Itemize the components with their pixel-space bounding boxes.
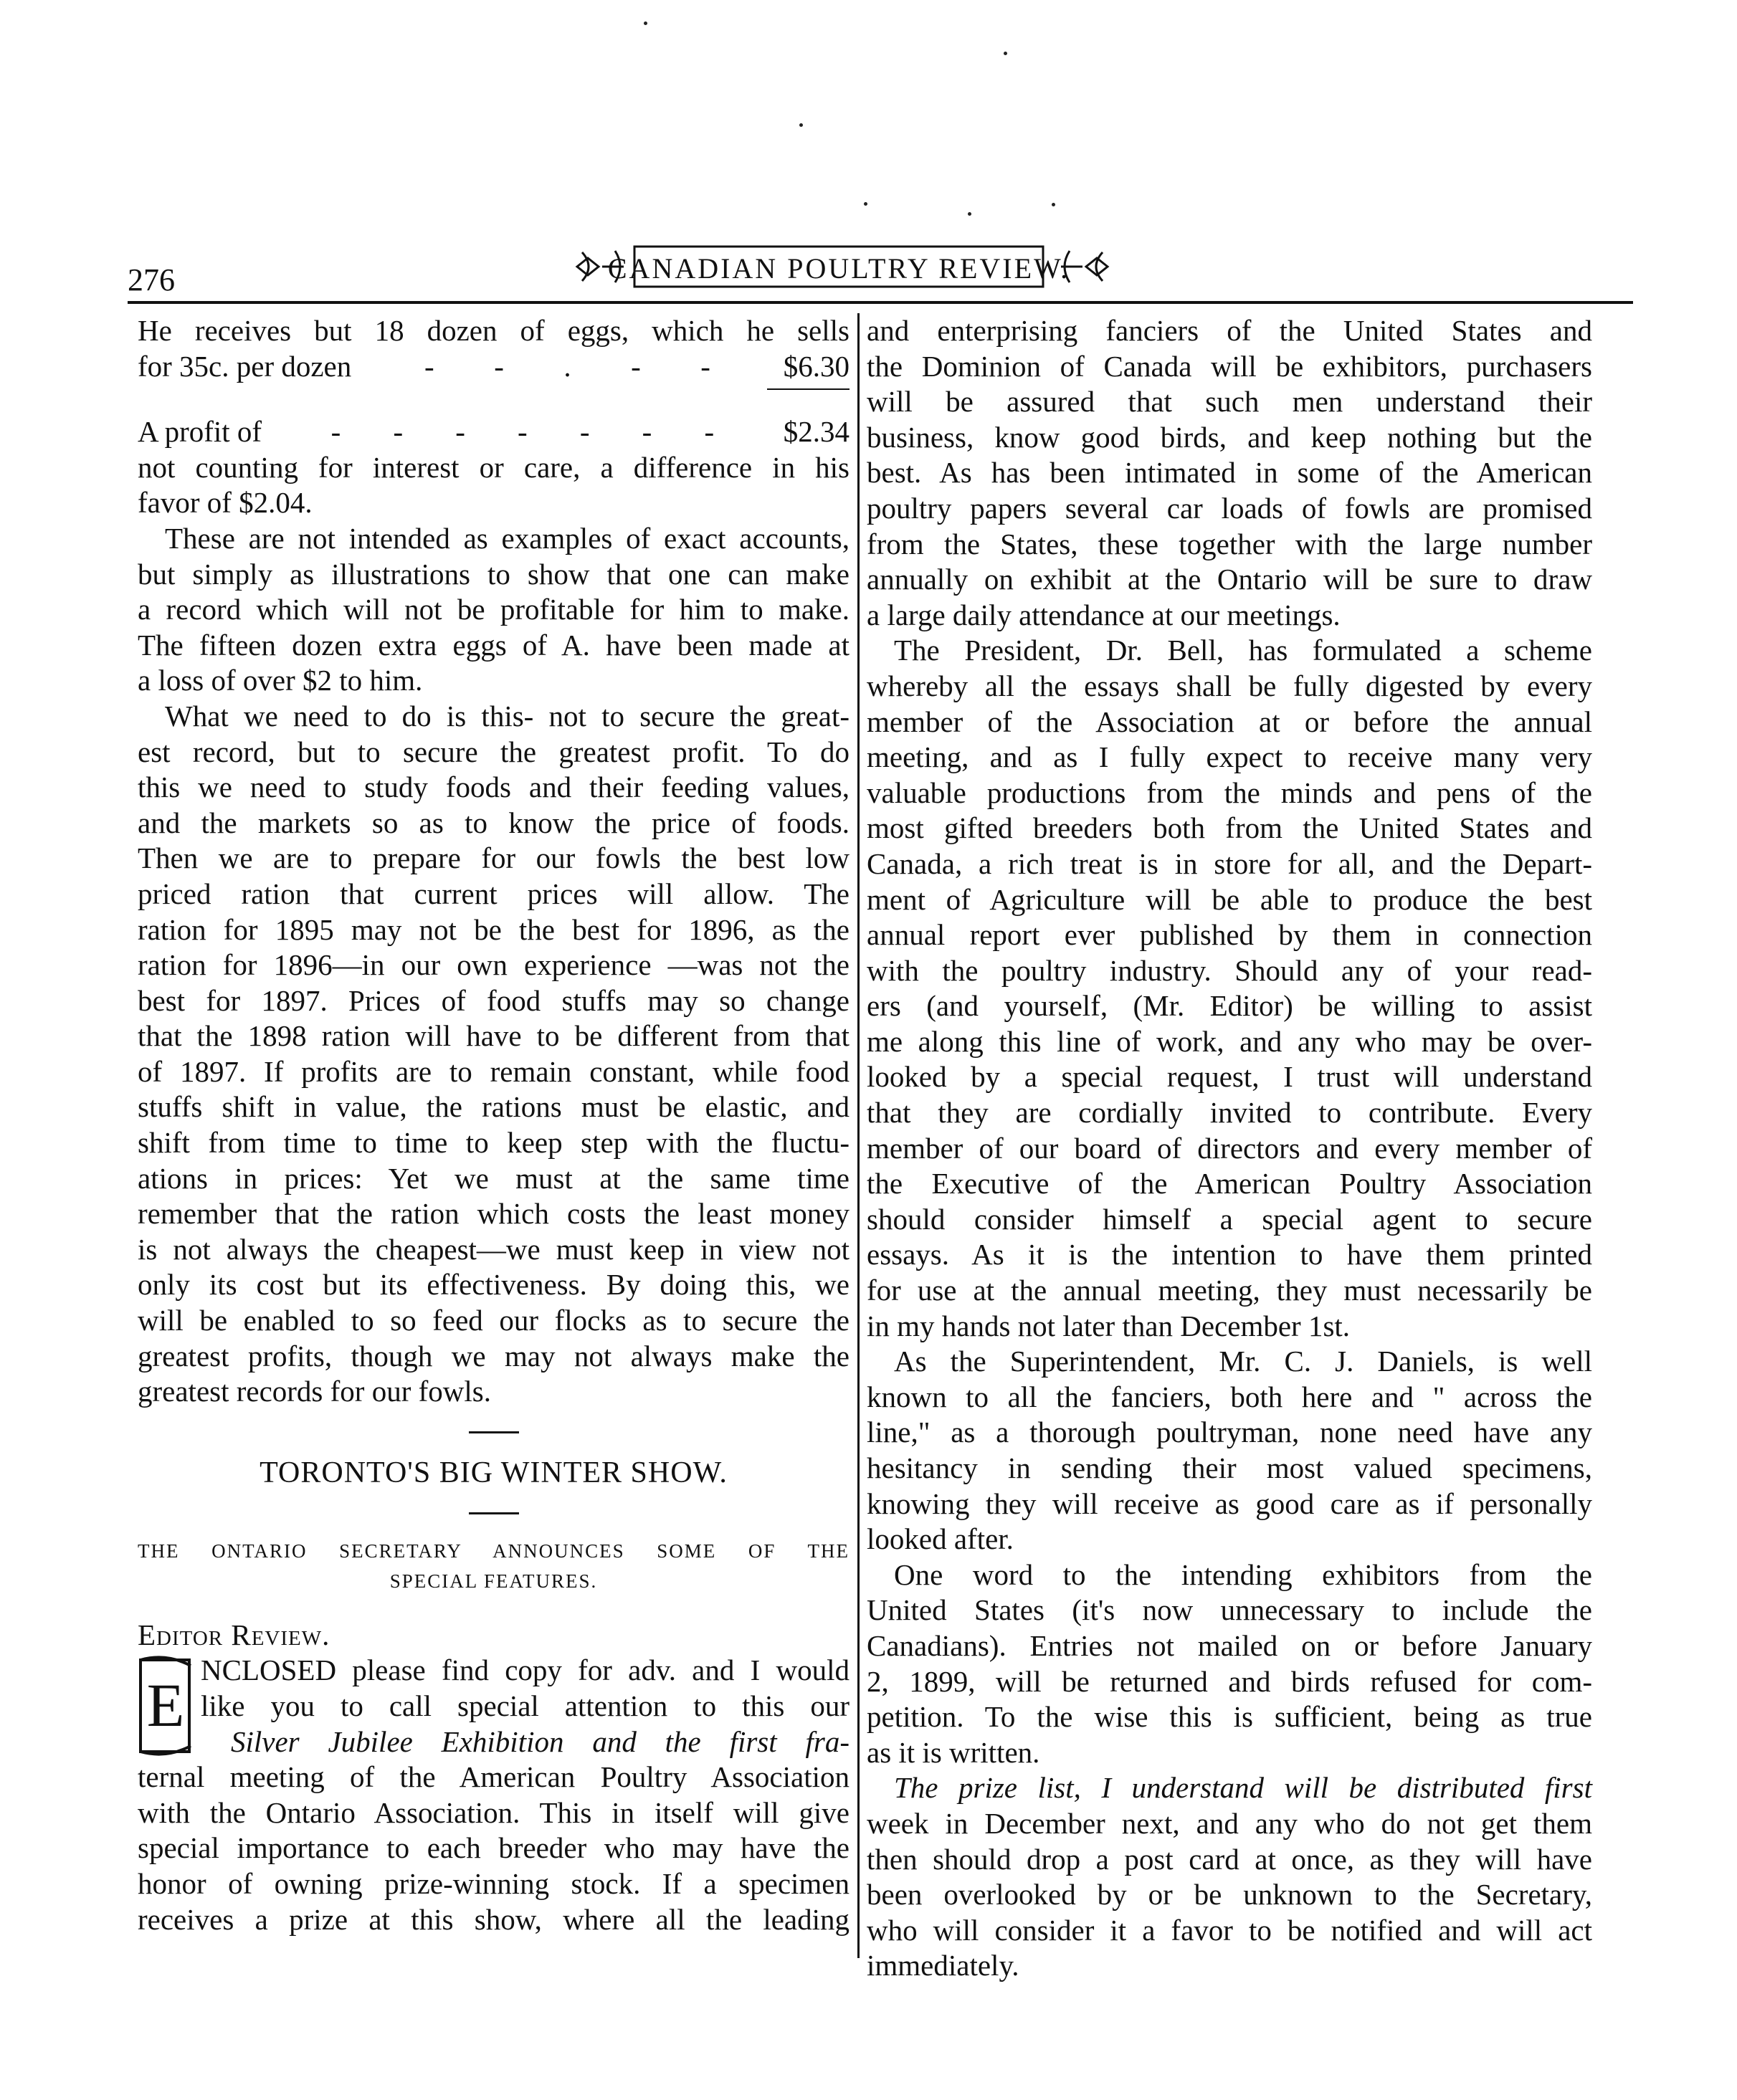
- subtitle-line: THE ONTARIO SECRETARY ANNOUNCES SOME OF THE: [138, 1540, 850, 1562]
- dropcap-ornament: [138, 1656, 194, 1756]
- text-line: best for 1897. Prices of food stuffs may so change: [138, 983, 850, 1017]
- paragraph: [867, 1557, 1592, 1771]
- text-line: honor of owning prize-winning stock. If a specimen: [138, 1866, 850, 1900]
- text-line: member of our board of directors and every member of: [867, 1131, 1592, 1165]
- letter-opening: [138, 1653, 850, 1937]
- text-line: member of the Association at or before the annual: [867, 705, 1592, 738]
- text-line: is not always the cheapest—we must keep in view not: [138, 1232, 850, 1266]
- text-line: the Dominion of Canada will be exhibitors, purchasers: [867, 349, 1592, 383]
- text-line: stuffs shift in value, the rations must be elastic, and: [138, 1090, 850, 1124]
- page-number: 276: [128, 262, 175, 297]
- profit-amount: $2.34: [783, 415, 850, 449]
- text-fragment: I understand will be distributed first: [1101, 1771, 1592, 1805]
- text-line: ment of Agriculture will be able to produce the best: [867, 882, 1592, 916]
- text-line: 2, 1899, will be returned and birds refused for com-: [867, 1664, 1592, 1698]
- text-line: petition. To the wise this is sufficient, being as true: [867, 1700, 1592, 1734]
- text-line: most gifted breeders both from the United States and: [867, 811, 1592, 845]
- text-line: meeting, and as I fully expect to receive many very: [867, 740, 1592, 774]
- text-line: like you to call special attention to this our: [201, 1689, 850, 1722]
- text-line: been overlooked by or be unknown to the Secretary,: [867, 1878, 1592, 1912]
- text-line: The President, Dr. Bell, has formulated a scheme: [894, 634, 1592, 667]
- dropcap-letter: E: [146, 1671, 185, 1740]
- profit-label: A profit of: [138, 415, 262, 449]
- section-title: TORONTO'S BIG WINTER SHOW.: [260, 1456, 728, 1489]
- text-line: hesitancy in sending their most valued specimens,: [867, 1451, 1592, 1484]
- account-label: for 35c. per dozen: [138, 349, 352, 383]
- print-speck: [864, 202, 867, 206]
- text-line: immediately.: [867, 1949, 1019, 1982]
- print-speck: [1052, 203, 1055, 206]
- text-line: ations in prices: Yet we must at the same time: [138, 1161, 850, 1195]
- text-line: then should drop a post card at once, as they will have: [867, 1842, 1592, 1876]
- text-line: ration for 1895 may not be the best for 1896, as the: [138, 912, 850, 946]
- paragraph: [138, 699, 850, 1410]
- print-speck: [799, 123, 803, 127]
- text-line: ers (and yourself, (Mr. Editor) be willing to assist: [867, 989, 1592, 1023]
- masthead-title: CANADIAN POULTRY REVIEW.: [607, 252, 1070, 285]
- text-line: but simply as illustrations to show that one can make: [138, 557, 850, 591]
- text-line: known to all the fanciers, both here and " across the: [867, 1380, 1592, 1413]
- text-line: looked after.: [867, 1522, 1014, 1556]
- text-line: Canadians). Entries not mailed on or before January: [867, 1628, 1592, 1662]
- text-line: Silver Jubilee Exhibition and the first fra-: [231, 1724, 850, 1758]
- text-line: the Executive of the American Poultry Association: [867, 1167, 1592, 1201]
- leader-dashes: - - . - -: [424, 349, 710, 383]
- header-rule: [128, 301, 1633, 304]
- subtitle-line: SPECIAL FEATURES.: [389, 1570, 598, 1592]
- text-line: whereby all the essays shall be fully digested by every: [867, 669, 1592, 702]
- account-amount: $6.30: [783, 349, 850, 383]
- print-speck: [968, 212, 971, 216]
- text-line: should consider himself a special agent to secure: [867, 1202, 1592, 1236]
- text-line: and enterprising fanciers of the United States and: [867, 314, 1592, 347]
- text-line: NCLOSED please find copy for adv. and I would: [201, 1653, 850, 1687]
- masthead: [574, 238, 1111, 295]
- text-line: from the States, these together with the large number: [867, 527, 1592, 560]
- left-column: [138, 313, 850, 1937]
- masthead-right-ornament: [1061, 251, 1108, 282]
- section-separator: [469, 1431, 519, 1433]
- text-line: me along this line of work, and any who may be over-: [867, 1024, 1592, 1058]
- text-line: that the 1898 ration will have to be different from that: [138, 1019, 850, 1053]
- text-line: annual report ever published by them in connection: [867, 918, 1592, 952]
- text-line: looked by a special request, I trust will understand: [867, 1060, 1592, 1094]
- text-line: best. As has been intimated in some of the American: [867, 456, 1592, 490]
- text-line: only its cost but its effectiveness. By doing this, we: [138, 1268, 850, 1302]
- text-line: He receives but 18 dozen of eggs, which he sells: [138, 314, 850, 347]
- print-speck: [644, 22, 647, 25]
- text-line: with the Ontario Association. This in itself will give: [138, 1795, 850, 1829]
- text-line: receives a prize at this show, where all the leading: [138, 1902, 850, 1936]
- text-line: ternal meeting of the American Poultry Association: [138, 1760, 850, 1794]
- text-line: knowing they will receive as good care as if personally: [867, 1486, 1592, 1520]
- paragraph: [138, 521, 850, 699]
- account-row: [138, 349, 850, 385]
- text-line: United States (it's now unnecessary to include the: [867, 1593, 1592, 1627]
- text-line: with the poultry industry. Should any of your read-: [867, 953, 1592, 987]
- text-line: for use at the annual meeting, they must necessarily be: [867, 1274, 1592, 1307]
- right-column: [867, 313, 1592, 1984]
- text-line: and the markets so as to know the price of foods.: [138, 806, 850, 839]
- column-divider: [857, 313, 860, 1958]
- text-line: One word to the intending exhibitors from the: [894, 1557, 1592, 1591]
- leader-dashes: - - - - - - -: [330, 415, 715, 449]
- text-line: in my hands not later than December 1st.: [867, 1309, 1351, 1342]
- text-line: ration for 1896—in our own experience —was not the: [138, 948, 850, 982]
- text-line: remember that the ration which costs the least money: [138, 1197, 850, 1231]
- text-line: shift from time to time to keep step with the fluctu-: [138, 1126, 850, 1160]
- text-line: a record which will not be profitable for him to make.: [138, 593, 850, 626]
- text-line: week in December next, and any who do not get them: [867, 1806, 1592, 1840]
- text-line: of 1897. If profits are to remain constant, while food: [138, 1054, 850, 1088]
- text-line: What we need to do is this- not to secure the great-: [165, 699, 850, 732]
- text-fragment: The prize list,: [894, 1771, 1081, 1805]
- text-line: favor of $2.04.: [138, 486, 313, 520]
- text-line: not counting for interest or care, a difference in his: [138, 450, 850, 484]
- section-subtitle: [138, 1536, 850, 1596]
- section-separator: [469, 1512, 519, 1514]
- text-line: this we need to study foods and their feeding values,: [138, 770, 850, 804]
- text-line: The fifteen dozen extra eggs of A. have been made at: [138, 628, 850, 662]
- text-line: business, know good birds, and keep nothing but the: [867, 420, 1592, 454]
- sum-rule: [767, 388, 850, 390]
- text-line: will be assured that such men understand their: [867, 385, 1592, 419]
- text-line: special importance to each breeder who may have the: [138, 1831, 850, 1865]
- text-line: valuable productions from the minds and pens of the: [867, 775, 1592, 809]
- text-line: line," as a thorough poultryman, none need have any: [867, 1416, 1592, 1449]
- text-line: a loss of over $2 to him.: [138, 664, 423, 697]
- text-line: Canada, a rich treat is in store for all, and the Depart-: [867, 846, 1592, 880]
- text-line: a large daily attendance at our meetings.: [867, 598, 1341, 631]
- text-line: These are not intended as examples of exact accounts,: [165, 521, 850, 555]
- text-line: [867, 1770, 1592, 1806]
- paragraph: [867, 313, 1592, 633]
- paragraph: [867, 1344, 1592, 1557]
- paragraph: [867, 633, 1592, 1344]
- text-line: annually on exhibit at the Ontario will be sure to draw: [867, 563, 1592, 596]
- print-speck: [1004, 52, 1007, 55]
- text-line: essays. As it is the intention to have them printed: [867, 1238, 1592, 1271]
- text-line: poultry papers several car loads of fowls are promised: [867, 491, 1592, 525]
- text-line: who will consider it a favor to be notified and will act: [867, 1913, 1592, 1947]
- text-line: will be enabled to so feed our flocks as to secure the: [138, 1304, 850, 1337]
- text-line: greatest profits, though we may not always make the: [138, 1339, 850, 1373]
- profit-row: [138, 414, 850, 450]
- salutation: Editor Review.: [138, 1618, 330, 1651]
- text-line: As the Superintendent, Mr. C. J. Daniels, is well: [894, 1345, 1592, 1378]
- paragraph: [867, 1770, 1592, 1984]
- text-line: est record, but to secure the greatest profit. To do: [138, 735, 850, 768]
- text-line: Then we are to prepare for our fowls the best low: [138, 841, 850, 875]
- text-line: as it is written.: [867, 1735, 1040, 1769]
- text-line: priced ration that current prices will allow. The: [138, 877, 850, 910]
- text-line: that they are cordially invited to contribute. Every: [867, 1096, 1592, 1130]
- text-line: greatest records for our fowls.: [138, 1375, 491, 1408]
